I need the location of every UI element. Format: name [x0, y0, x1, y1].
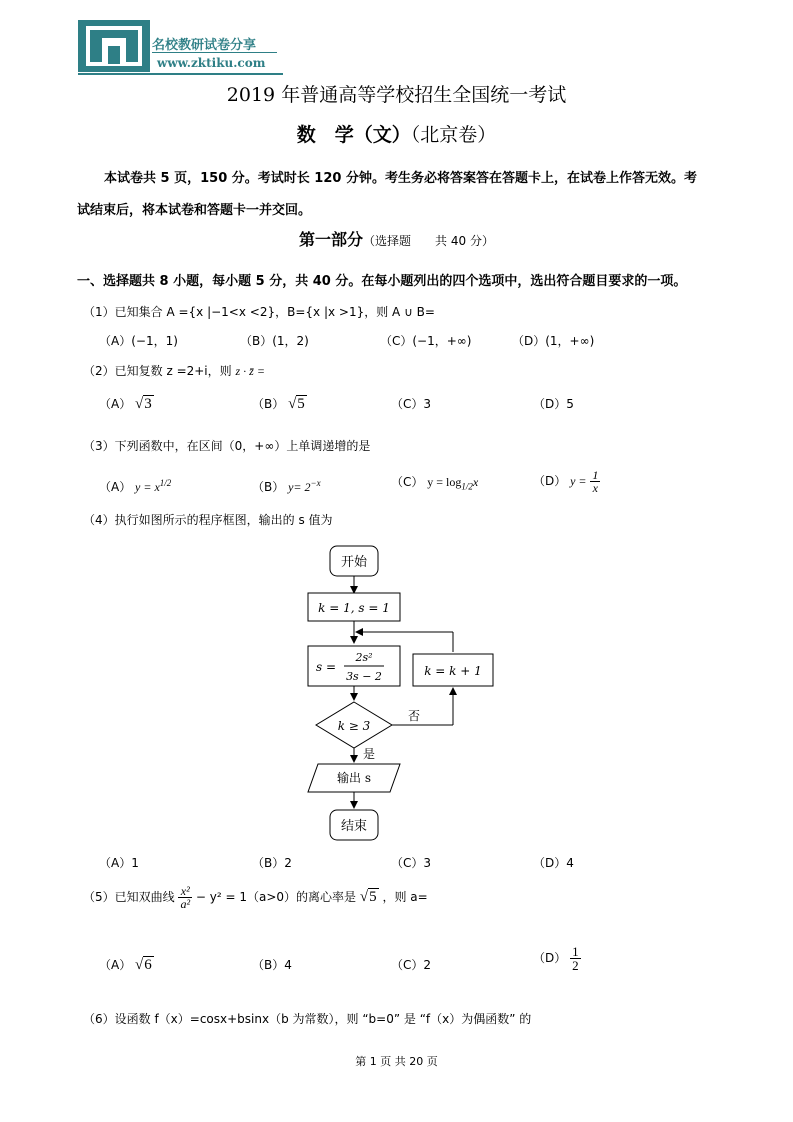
flow-output-label: 输出 s: [337, 771, 371, 785]
q4-option-b[interactable]: （B）2: [252, 856, 292, 870]
q5-stem: [83, 885, 428, 910]
q2-option-c[interactable]: （C）3: [391, 397, 432, 411]
q3-option-d[interactable]: [533, 469, 600, 494]
q5-option-d[interactable]: [533, 945, 581, 972]
q5-option-a[interactable]: [99, 956, 154, 974]
q5-frac-num: x²: [178, 885, 192, 898]
logo-icon: [78, 20, 150, 72]
q3-option-d-label: （D）: [533, 474, 567, 488]
q3-option-a-exponent: 1/2: [159, 478, 172, 488]
q5-stem-mid: − y² = 1（a>0）的离心率是: [195, 890, 357, 904]
flow-no-label: 否: [407, 709, 421, 723]
q2-option-b-radicand: 5: [297, 396, 305, 412]
flowchart: [290, 540, 510, 850]
q3-option-b-exponent: −x: [310, 478, 321, 488]
header-rule: [78, 73, 283, 75]
q3-stem: （3）下列函数中，在区间（0，+∞）上单调递增的是: [83, 439, 371, 453]
q2-option-a-sqrt: √3: [135, 396, 152, 412]
q4-option-a[interactable]: （A）1: [99, 856, 139, 870]
q3-option-d-num: 1: [592, 468, 599, 482]
q5-option-d-fraction: [570, 945, 581, 972]
section-instructions: 一、选择题共 8 小题，每小题 5 分，共 40 分。在每小题列出的四个选项中，选出符合题目要求的一项。: [77, 274, 687, 289]
q2-stem-text: （2）已知复数 z =2+i，则: [83, 364, 232, 378]
q5-option-a-label: （A）: [99, 958, 132, 972]
flow-increment-label: k = k + 1: [424, 664, 482, 678]
region-name: （北京卷）: [410, 124, 497, 146]
subject-name: 数 学（文）: [296, 124, 411, 146]
brand-name: 名校教研试卷分享: [152, 38, 257, 53]
page-footer: 第 1 页 共 20 页: [355, 1055, 438, 1068]
q2-expression: z · z̄ =: [235, 364, 265, 378]
flow-assign-num: 2s²: [355, 651, 373, 664]
q1-option-a[interactable]: （A）(−1，1): [99, 334, 178, 348]
q4-option-d[interactable]: （D）4: [533, 856, 574, 870]
q2-option-a-label: （A）: [99, 397, 132, 411]
q5-frac-den: a²: [180, 897, 191, 911]
exam-subtitle: [0, 120, 793, 147]
part-heading: [0, 227, 793, 250]
q3-option-d-den: x: [592, 481, 598, 495]
q5-stem-pre: （5）已知双曲线: [83, 890, 175, 904]
q5-option-a-radicand: 6: [144, 957, 152, 973]
q3-option-c-base: 1/2: [461, 481, 473, 492]
q3-option-c[interactable]: [391, 473, 478, 491]
flow-assign-lhs: s =: [315, 660, 337, 674]
q2-option-b-sqrt: √5: [288, 396, 305, 412]
q5-option-d-num: 1: [572, 944, 579, 959]
q1-stem: （1）已知集合 A ={x |−1<x <2}，B={x |x >1}，则 A ∪ B=: [83, 305, 435, 319]
exam-title: 2019 年普通高等学校招生全国统一考试: [226, 84, 567, 106]
q3-option-d-fraction: [590, 469, 600, 494]
flow-yes-label: 是: [362, 747, 376, 761]
q3-option-a-label: （A）: [99, 480, 132, 494]
q5-option-b[interactable]: （B）4: [252, 958, 292, 972]
q5-option-c[interactable]: （C）2: [391, 958, 432, 972]
q3-option-a-expr: y = x: [135, 480, 160, 494]
q3-option-d-expr: y =: [570, 474, 587, 488]
q2-option-b[interactable]: [252, 395, 307, 413]
brand-url[interactable]: www.zktiku.com: [157, 56, 266, 70]
q5-stem-post: ，则 a=: [382, 890, 428, 904]
q2-option-d[interactable]: （D）5: [533, 397, 574, 411]
q5-option-d-den: 2: [572, 958, 579, 973]
q5-sqrt: √5: [359, 889, 377, 905]
q2-option-b-label: （B）: [252, 397, 285, 411]
q2-option-a-radicand: 3: [144, 396, 152, 412]
part-note: （选择题 共 40 分）: [363, 234, 494, 248]
flow-start-label: 开始: [340, 555, 368, 570]
q4-option-c[interactable]: （C）3: [391, 856, 432, 870]
intro-line-2: 试结束后，将本试卷和答题卡一并交回。: [77, 203, 312, 218]
q5-option-a-sqrt: √6: [135, 957, 152, 973]
flow-end-label: 结束: [340, 819, 368, 834]
q4-stem: （4）执行如图所示的程序框图，输出的 s 值为: [83, 513, 333, 527]
brand-divider: [152, 52, 277, 53]
q3-option-c-expr: y = log: [427, 475, 462, 489]
q3-option-c-label: （C）: [391, 475, 424, 489]
q2-stem: [83, 362, 265, 379]
q6-stem: （6）设函数 f（x）=cosx+bsinx（b 为常数），则 “b=0” 是 “f（x）为偶函数” 的: [83, 1012, 532, 1026]
flow-init-label: k = 1, s = 1: [318, 601, 390, 615]
q1-option-c[interactable]: （C）(−1，+∞): [380, 334, 472, 348]
q3-option-a[interactable]: [99, 478, 171, 495]
q3-option-b-label: （B）: [252, 480, 285, 494]
flow-decision-label: k ≥ 3: [337, 719, 371, 733]
q3-option-b[interactable]: [252, 478, 321, 495]
q5-fraction: [178, 885, 192, 910]
q3-option-c-arg: x: [472, 475, 479, 489]
intro-line-1: 本试卷共 5 页，150 分。考试时长 120 分钟。考生务必将答案答在答题卡上，在试卷上作答无效。考: [104, 171, 697, 186]
q1-option-b[interactable]: （B）(1，2): [240, 334, 309, 348]
q1-option-d[interactable]: （D）(1，+∞): [512, 334, 595, 348]
q3-option-b-expr: y= 2: [288, 480, 311, 494]
q2-option-a[interactable]: [99, 395, 154, 413]
part-title: 第一部分: [299, 230, 364, 249]
q5-option-d-label: （D）: [533, 951, 567, 965]
flow-assign-den: 3s − 2: [346, 670, 382, 683]
q5-radicand: 5: [369, 889, 377, 905]
